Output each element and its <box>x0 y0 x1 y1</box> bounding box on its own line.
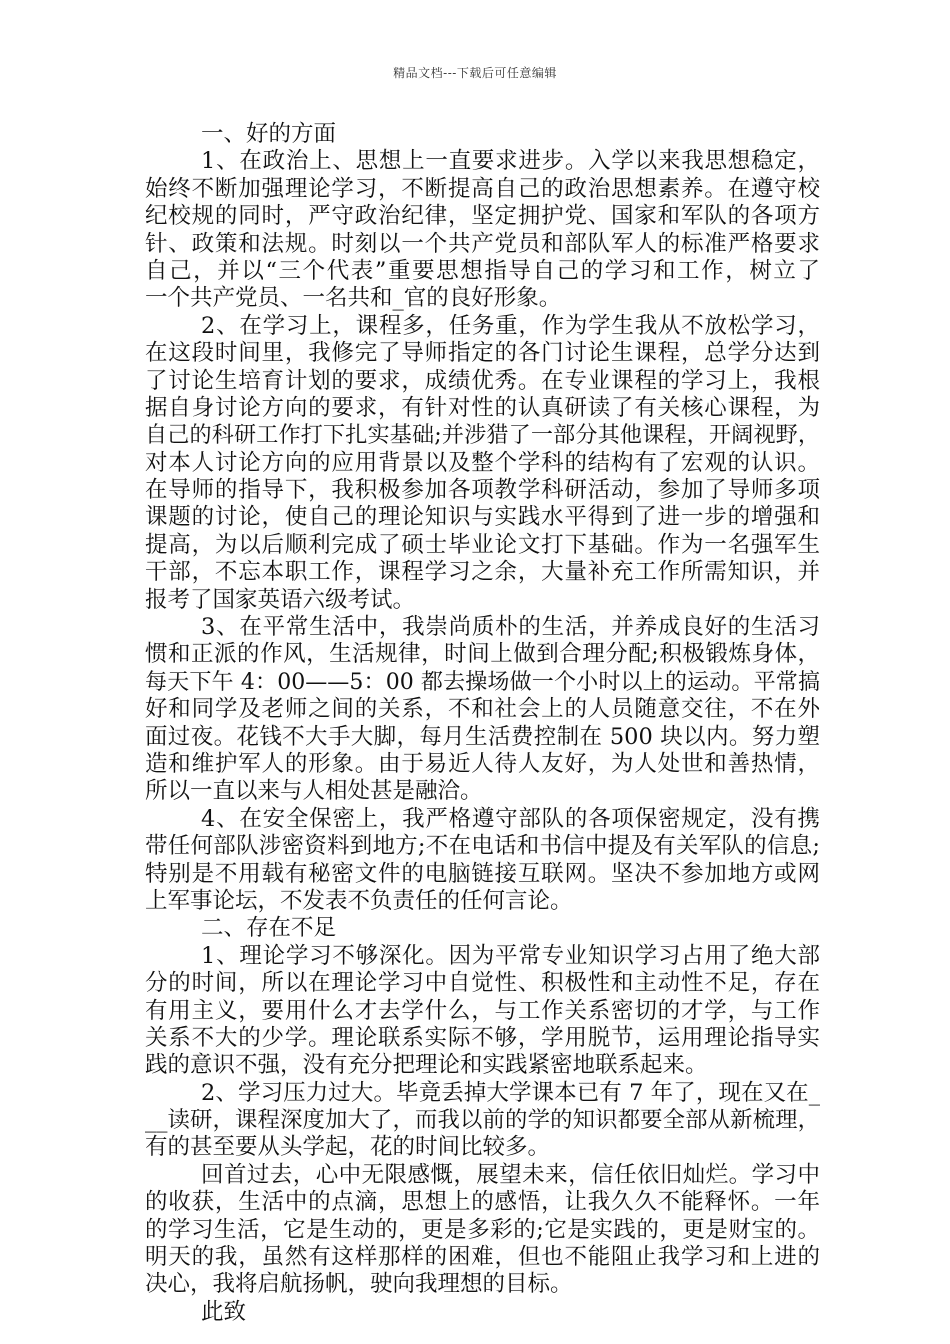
text-line: 造和维护军人的形象。由于易近人待人友好，为人处世和善热情， <box>145 750 820 777</box>
text-line: 在导师的指导下，我积极参加各项教学科研活动，参加了导师多项 <box>145 477 820 504</box>
text-line: 分的时间，所以在理论学习中自觉性、积极性和主动性不足，存在 <box>145 970 820 997</box>
text-line: 对本人讨论方向的应用背景以及整个学科的结构有了宏观的认识。 <box>145 449 820 476</box>
text-line: 有的甚至要从头学起，花的时间比较多。 <box>145 1134 551 1161</box>
text-line: 纪校规的同时，严守政治纪律，坚定拥护党、国家和军队的各项方 <box>145 203 820 230</box>
text-line: 好和同学及老师之间的关系，不和社会上的人员随意交往，不在外 <box>145 696 820 723</box>
text-line: 带任何部队涉密资料到地方;不在电话和书信中提及有关军队的信息; <box>145 833 820 860</box>
text-line: 2、学习压力过大。毕竟丢掉大学课本已有 7 年了，现在又在_ <box>201 1079 820 1106</box>
text-line: 一个共产党员、一名共和_官的良好形象。 <box>145 285 562 312</box>
text-line: 1、在政治上、思想上一直要求进步。入学以来我思想稳定， <box>201 148 820 175</box>
text-line: 提高，为以后顺利完成了硕士毕业论文打下基础。作为一名强军生 <box>145 531 820 558</box>
text-line: 一、好的方面 <box>201 121 337 147</box>
text-line: 面过夜。花钱不大手大脚，每月生活费控制在 500 块以内。努力塑 <box>145 723 820 750</box>
text-line: 3、在平常生活中，我崇尚质朴的生活，并养成良好的生活习 <box>201 614 820 641</box>
text-line: 回首过去，心中无限感慨，展望未来，信任依旧灿烂。学习中 <box>201 1161 820 1188</box>
text-line: 二、存在不足 <box>201 915 337 942</box>
text-line: 自己，并以“三个代表”重要思想指导自己的学习和工作，树立了 <box>145 257 820 284</box>
text-line: 决心，我将启航扬帆，驶向我理想的目标。 <box>145 1271 573 1298</box>
text-line: 关系不大的少学。理论联系实际不够，学用脱节，运用理论指导实 <box>145 1024 820 1051</box>
document-body <box>145 121 820 1326</box>
text-line: 课题的讨论，使自己的理论知识与实践水平得到了进一步的增强和 <box>145 504 820 531</box>
text-line: 的收获，生活中的点滴，思想上的感悟，让我久久不能释怀。一年 <box>145 1189 820 1216</box>
text-line: 干部，不忘本职工作，课程学习之余，大量补充工作所需知识，并 <box>145 559 820 586</box>
text-line: 所以一直以来与人相处甚是融洽。 <box>145 778 483 805</box>
text-line: 1、理论学习不够深化。因为平常专业知识学习占用了绝大部 <box>201 942 820 969</box>
text-line: 惯和正派的作风，生活规律，时间上做到合理分配;积极锻炼身体， <box>145 641 820 668</box>
text-line: 了讨论生培育计划的要求，成绩优秀。在专业课程的学习上，我根 <box>145 367 820 394</box>
text-line: 每天下午 4：00——5：00 都去操场做一个小时以上的运动。平常搞 <box>145 669 820 695</box>
text-line: 的学习生活，它是生动的，更是多彩的;它是实践的，更是财宝的。 <box>145 1216 820 1243</box>
text-line: 自己的科研工作打下扎实基础;并涉猎了一部分其他课程，开阔视野， <box>145 422 820 449</box>
text-line: 上军事论坛，不发表不负责任的任何言论。 <box>145 887 573 914</box>
text-line: 针、政策和法规。时刻以一个共产党员和部队军人的标准严格要求 <box>145 230 820 257</box>
text-line: 特别是不用载有秘密文件的电脑链接互联网。坚决不参加地方或网 <box>145 860 820 887</box>
text-line: 有用主义，要用什么才去学什么，与工作关系密切的才学，与工作 <box>145 997 820 1024</box>
text-line: 明天的我，虽然有这样那样的困难，但也不能阻止我学习和上进的 <box>145 1244 820 1271</box>
text-line: __读研，课程深度加大了，而我以前的学的知识都要全部从新梳理， <box>145 1107 820 1134</box>
text-line: 4、在安全保密上，我严格遵守部队的各项保密规定，没有携 <box>201 805 820 832</box>
text-line: 据自身讨论方向的要求，有针对性的认真研读了有关核心课程，为 <box>145 394 820 421</box>
text-line: 此致 <box>201 1298 247 1325</box>
text-line: 始终不断加强理论学习，不断提高自己的政治思想素养。在遵守校 <box>145 175 820 202</box>
text-line: 践的意识不强，没有充分把理论和实践紧密地联系起来。 <box>145 1052 708 1079</box>
text-line: 在这段时间里，我修完了导师指定的各门讨论生课程，总学分达到 <box>145 340 820 367</box>
text-line: 2、在学习上，课程多，任务重，作为学生我从不放松学习， <box>201 312 820 339</box>
page-header: 精品文档---下载后可任意编辑 <box>393 66 557 80</box>
text-line: 报考了国家英语六级考试。 <box>145 586 416 613</box>
